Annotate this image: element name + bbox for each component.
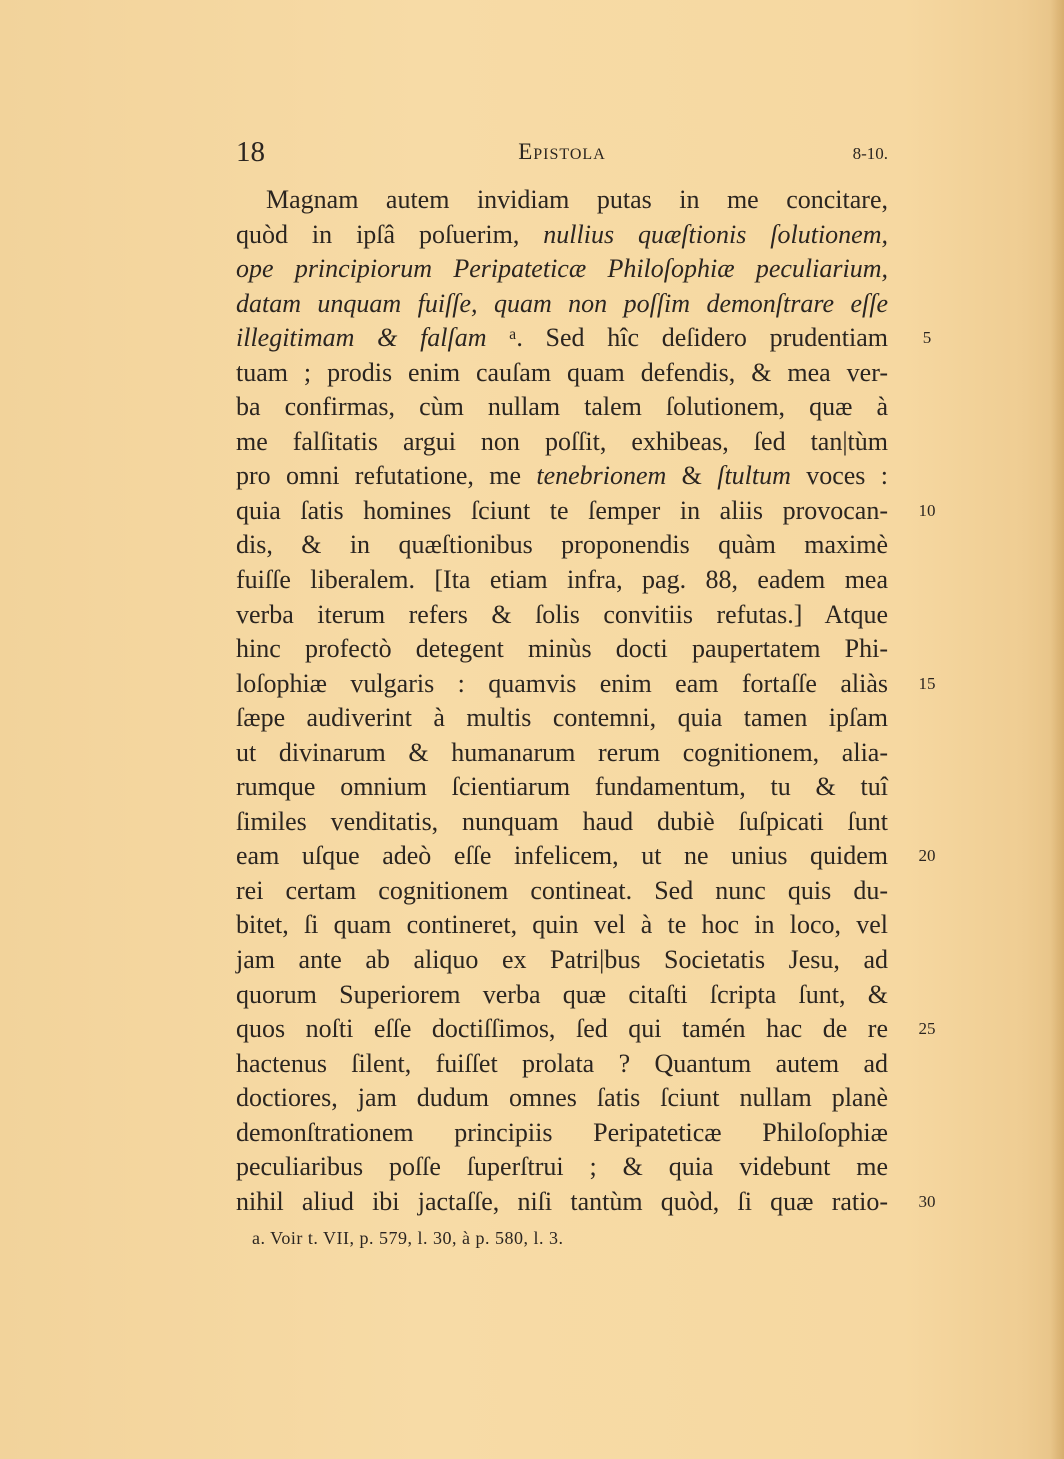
italic-run: datam unquam fuiſſe, quam non poſſim demonſtrare eſſe bbox=[236, 288, 888, 318]
text-line bbox=[236, 425, 888, 460]
text-run: jam ante ab aliquo ex Patri|bus Societatis Jesu, ad bbox=[236, 945, 888, 975]
line-number: 15 bbox=[918, 673, 936, 693]
text-line bbox=[236, 1116, 888, 1151]
text-line bbox=[236, 1012, 888, 1047]
text-line bbox=[236, 805, 888, 840]
line-number: 25 bbox=[918, 1019, 936, 1039]
page-edge-shadow bbox=[1050, 0, 1064, 1459]
text-run: rei certam cognitionem contineat. Sed nunc quis du- bbox=[236, 875, 888, 905]
text-line bbox=[236, 218, 888, 253]
text-run: tuam ; prodis enim cauſam quam defendis, & mea ver- bbox=[236, 357, 888, 387]
text-line bbox=[236, 667, 888, 702]
text-line bbox=[236, 356, 888, 391]
text-line bbox=[236, 528, 888, 563]
text-run: quia ſatis homines ſciunt te ſemper in aliis provocan- bbox=[236, 495, 888, 525]
text-line bbox=[236, 1150, 888, 1185]
text-line bbox=[236, 770, 888, 805]
text-run: fuiſſe liberalem. [Ita etiam infra, pag. 88, eadem mea bbox=[236, 565, 888, 595]
text-run: peculiaribus poſſe ſuperſtrui ; & quia videbunt me bbox=[236, 1152, 888, 1182]
text-run: hinc profectò detegent minùs docti paupertatem Phi- bbox=[236, 634, 888, 664]
footnote: a. Voir t. VII, p. 579, l. 30, à p. 580, l. 3. bbox=[252, 1228, 564, 1248]
text-line bbox=[236, 563, 888, 598]
text-run: nihil aliud ibi jactaſſe, niſi tantùm quòd, ſi quæ ratio- bbox=[236, 1186, 888, 1216]
text-line bbox=[236, 459, 888, 494]
italic-run: nullius quæſtionis ſolutionem, bbox=[543, 219, 888, 249]
text-line bbox=[236, 321, 888, 356]
text-run: dis, & in quæſtionibus proponendis quàm maximè bbox=[236, 530, 888, 560]
running-title: Epistola bbox=[518, 139, 606, 164]
text-run: Magnam autem invidiam putas in me concitare, bbox=[266, 185, 888, 214]
text-line bbox=[236, 632, 888, 667]
text-run: quos noſti eſſe doctiſſimos, ſed qui tamén hac de re bbox=[236, 1014, 888, 1044]
page-number: 18 bbox=[236, 136, 265, 168]
text-run: quorum Superiorem verba quæ citaſti ſcripta ſunt, & bbox=[236, 979, 888, 1009]
text-run: hactenus ſilent, fuiſſet prolata ? Quantum autem ad bbox=[236, 1048, 888, 1078]
text-line bbox=[236, 252, 888, 287]
text-line bbox=[236, 874, 888, 909]
text-line bbox=[236, 183, 888, 218]
line-number: 5 bbox=[922, 328, 932, 348]
text-run: bitet, ſi quam contineret, quin vel à te hoc in loco, vel bbox=[236, 910, 888, 940]
line-number: 20 bbox=[918, 846, 936, 866]
running-header bbox=[236, 134, 888, 170]
italic-run: ſtultum bbox=[717, 461, 791, 491]
body-text bbox=[236, 183, 888, 1219]
text-run: ſæpe audiverint à multis contemni, quia tamen ipſam bbox=[236, 703, 888, 733]
text-line bbox=[236, 1081, 888, 1116]
text-run: ut divinarum & humanarum rerum cognitionem, alia- bbox=[236, 737, 888, 767]
text-run: demonſtrationem principiis Peripateticæ Philoſophiæ bbox=[236, 1117, 888, 1147]
text-line bbox=[236, 494, 888, 529]
text-run: ſimiles venditatis, nunquam haud dubiè ſuſpicati ſunt bbox=[236, 806, 888, 836]
text-line bbox=[236, 908, 888, 943]
text-line bbox=[236, 1185, 888, 1220]
text-line bbox=[236, 287, 888, 322]
text-run: eam uſque adeò eſſe infelicem, ut ne unius quidem bbox=[236, 841, 888, 871]
italic-run: tenebrionem bbox=[536, 461, 667, 491]
text-run: rumque omnium ſcientiarum fundamentum, tu & tuî bbox=[236, 772, 888, 802]
text-line bbox=[236, 736, 888, 771]
text-line bbox=[236, 598, 888, 633]
italic-run: ope principiorum Peripateticæ Philoſophiæ peculiarium, bbox=[236, 254, 888, 284]
text-run: voces : bbox=[790, 461, 888, 491]
text-run: & bbox=[666, 461, 718, 491]
text-run: loſophiæ vulgaris : quamvis enim eam fortaſſe aliàs bbox=[236, 668, 888, 698]
text-run: quòd in ipſâ poſuerim, bbox=[236, 219, 544, 249]
text-run: verba iterum refers & ſolis convitiis refutas.] Atque bbox=[236, 599, 888, 629]
text-run: me falſitatis argui non poſſit, exhibeas, ſed tan|tùm bbox=[236, 426, 888, 456]
text-line bbox=[236, 839, 888, 874]
line-number: 10 bbox=[918, 500, 936, 520]
text-line bbox=[236, 390, 888, 425]
text-line bbox=[236, 1047, 888, 1082]
italic-run: illegitimam & falſam bbox=[236, 323, 487, 353]
text-line bbox=[236, 978, 888, 1013]
text-run: ba confirmas, cùm nullam talem ſolutionem, quæ à bbox=[236, 392, 888, 422]
text-line bbox=[236, 701, 888, 736]
line-number: 30 bbox=[918, 1191, 936, 1211]
letter-range: 8-10. bbox=[852, 144, 888, 163]
text-line bbox=[236, 943, 888, 978]
text-run: ᵃ. Sed hîc deſidero prudentiam bbox=[486, 323, 888, 353]
text-run: doctiores, jam dudum omnes ſatis ſciunt nullam planè bbox=[236, 1083, 888, 1113]
text-run: pro omni refutatione, me bbox=[236, 461, 537, 491]
